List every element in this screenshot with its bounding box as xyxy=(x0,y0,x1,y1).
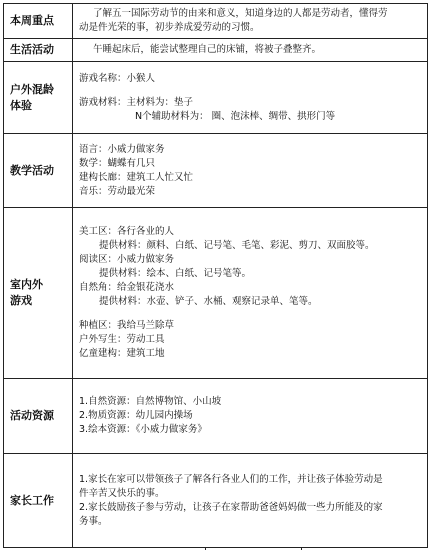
focus-line-2: 动是件光荣的事，初步养成爱劳动的习惯。 xyxy=(79,22,260,33)
label-outdoor-mixed-age xyxy=(4,62,73,134)
spacer xyxy=(79,86,423,96)
outdoor-game-name: 游戏名称：小猴人 xyxy=(79,72,156,84)
content-parent-work xyxy=(73,454,428,548)
focus-line-1: 了解五一国际劳动节的由来和意义，知道身边的人都是劳动者，懂得劳 xyxy=(93,8,388,19)
label-teaching-activity: 教学活动 xyxy=(4,134,73,208)
row-parent-work xyxy=(4,454,428,548)
outdoor-materials-aux: N个辅助材料为： 圈、泡沫棒、绸带、拱形门等 xyxy=(135,110,336,122)
parents-line-2: 件辛苦又快乐的事。 xyxy=(79,487,165,499)
teaching-line-4: 音乐：劳动最光荣 xyxy=(79,185,156,197)
nature-materials: 提供材料：水壶、铲子、水桶、观察记录单、笔等。 xyxy=(99,296,318,307)
outdoor-sketch: 户外写生：劳动工具 xyxy=(79,334,165,345)
content-life-activity xyxy=(73,39,428,62)
content-weekly-focus xyxy=(73,4,428,39)
label-life-activity: 生活活动 xyxy=(4,39,73,62)
row-outdoor-mixed-age xyxy=(4,62,428,134)
teaching-line-3: 建构长廊：建筑工人忙又忙 xyxy=(79,171,194,183)
art-area: 美工区：各行各业的人 xyxy=(79,226,175,237)
spacer xyxy=(79,309,423,319)
label-parent-work: 家长工作 xyxy=(4,454,73,548)
reading-area: 阅读区：小威力做家务 xyxy=(79,254,175,265)
reading-materials: 提供材料：绘本、白纸、记号笔等。 xyxy=(99,268,252,279)
weekly-plan-table xyxy=(3,3,428,548)
label-indoor-outdoor-games xyxy=(4,208,73,379)
teaching-line-2: 数学：蝴蝶有几只 xyxy=(79,157,156,169)
resources-line-3: 3.绘本资源：《小威力做家务》 xyxy=(79,424,207,435)
resources-line-1: 1.自然资源：自然博物馆、小山坡 xyxy=(79,396,222,407)
life-text: 午睡起床后，能尝试整理自己的床铺，将被子叠整齐。 xyxy=(93,44,322,55)
outdoor-label-line-1: 户外混龄 xyxy=(10,82,54,96)
art-materials: 提供材料：颜料、白纸、记号笔、毛笔、彩泥、剪刀、双面胶等。 xyxy=(99,240,375,251)
label-activity-resources: 活动资源 xyxy=(4,379,73,454)
label-weekly-focus: 本周重点 xyxy=(4,4,73,39)
row-indoor-outdoor-games xyxy=(4,208,428,379)
content-teaching-activity xyxy=(73,134,428,208)
row-weekly-focus xyxy=(4,4,428,39)
row-teaching-activity xyxy=(4,134,428,208)
building-area: 亿童建构：建筑工地 xyxy=(79,348,165,359)
parents-line-3: 2.家长鼓励孩子参与劳动，让孩子在家帮助爸爸妈妈做一些力所能及的家 xyxy=(79,501,383,513)
games-label-line-1: 室内外 xyxy=(10,278,43,291)
content-activity-resources xyxy=(73,379,428,454)
outdoor-materials-main: 游戏材料：主材料为：垫子 xyxy=(79,96,194,108)
row-activity-resources xyxy=(4,379,428,454)
games-label-line-2: 游戏 xyxy=(10,294,32,307)
resources-line-2: 2.物质资源：幼儿园内操场 xyxy=(79,410,193,421)
planting-area: 种植区：我给马兰除草 xyxy=(79,320,175,331)
outdoor-label-line-2: 体验 xyxy=(10,98,32,112)
parents-line-1: 1.家长在家可以带领孩子了解各行各业人们的工作，并让孩子体验劳动是 xyxy=(79,473,383,485)
teaching-line-1: 语言：小威力做家务 xyxy=(79,143,165,155)
row-life-activity xyxy=(4,39,428,62)
content-indoor-outdoor-games xyxy=(73,208,428,379)
parents-line-4: 务事。 xyxy=(79,515,108,527)
nature-area: 自然角：给金银花浇水 xyxy=(79,282,175,293)
content-outdoor-mixed-age xyxy=(73,62,428,134)
